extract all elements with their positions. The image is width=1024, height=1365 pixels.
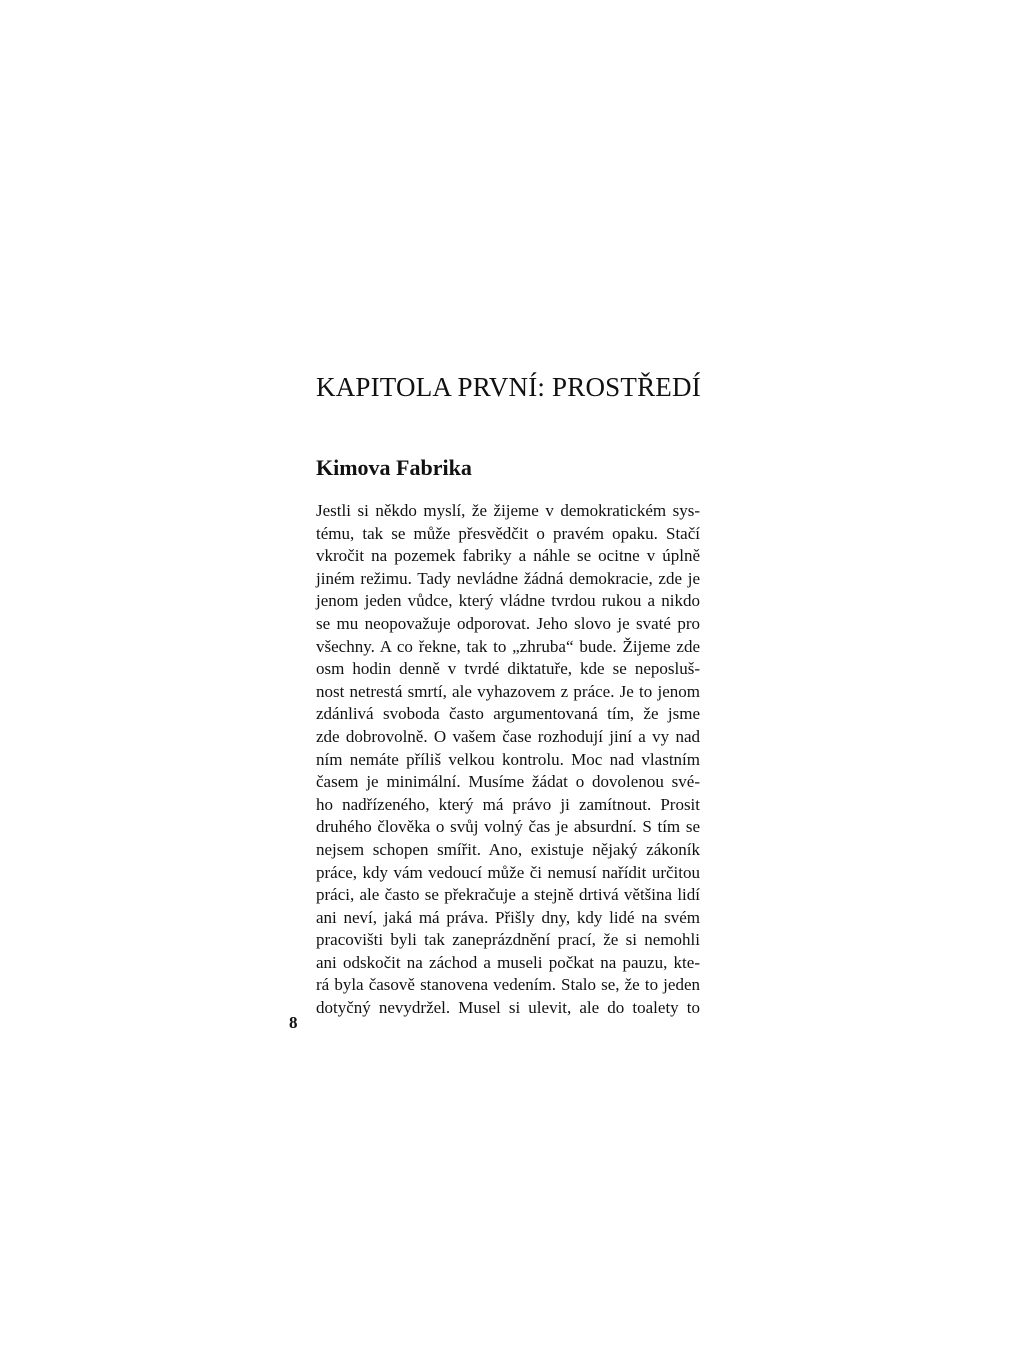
body-line: práci, ale často se překračuje a stejně drtivá většina lidí bbox=[316, 885, 700, 905]
body-line: se mu neopovažuje odporovat. Jeho slovo je svaté pro bbox=[316, 613, 700, 633]
body-line: tému, tak se může přesvědčit o pravém opaku. Stačí bbox=[316, 523, 700, 543]
body-text bbox=[316, 500, 700, 1020]
body-line: rá byla časově stanovena vedením. Stalo se, že to jeden bbox=[316, 975, 700, 995]
body-line: nejsem schopen smířit. Ano, existuje nějaký zákoník bbox=[316, 839, 700, 859]
body-line: všechny. A co řekne, tak to „zhruba“ bude. Žijeme zde bbox=[316, 636, 700, 656]
body-line: zdánlivá svoboda často argumentovaná tím, že jsme bbox=[316, 704, 700, 724]
body-line: dotyčný nevydržel. Musel si ulevit, ale do toalety to bbox=[316, 998, 700, 1018]
body-line: Jestli si někdo myslí, že žijeme v demokratickém sys- bbox=[316, 501, 700, 520]
section-title: Kimova Fabrika bbox=[316, 455, 472, 480]
body-line: časem je minimální. Musíme žádat o dovolenou své- bbox=[316, 772, 700, 792]
body-line: jiném režimu. Tady nevládne žádná demokracie, zde je bbox=[316, 568, 700, 588]
body-line: pracovišti byli tak zaneprázdnění prací, že si nemohli bbox=[316, 930, 700, 950]
body-line: zde dobrovolně. O vašem čase rozhodují jiní a vy nad bbox=[316, 726, 700, 746]
body-line: ho nadřízeného, který má právo ji zamítnout. Prosit bbox=[316, 794, 700, 814]
body-line: práce, kdy vám vedoucí může či nemusí nařídit určitou bbox=[316, 862, 700, 882]
page-number: 8 bbox=[289, 1013, 298, 1032]
body-line: nost netrestá smrtí, ale vyhazovem z práce. Je to jenom bbox=[316, 681, 700, 701]
body-line: jenom jeden vůdce, který vládne tvrdou rukou a nikdo bbox=[316, 591, 700, 611]
body-line: ani odskočit na záchod a museli počkat na pauzu, kte- bbox=[316, 952, 700, 972]
body-line: druhého člověka o svůj volný čas je absurdní. S tím se bbox=[316, 817, 700, 837]
body-line: ním nemáte příliš velkou kontrolu. Moc nad vlastním bbox=[316, 749, 700, 769]
chapter-title: KAPITOLA PRVNÍ: PROSTŘEDÍ bbox=[316, 372, 701, 402]
body-line: osm hodin denně v tvrdé diktatuře, kde se neposluš- bbox=[316, 659, 700, 679]
body-line: ani neví, jaká má práva. Přišly dny, kdy lidé na svém bbox=[316, 907, 700, 927]
body-line: vkročit na pozemek fabriky a náhle se ocitne v úplně bbox=[316, 546, 700, 566]
